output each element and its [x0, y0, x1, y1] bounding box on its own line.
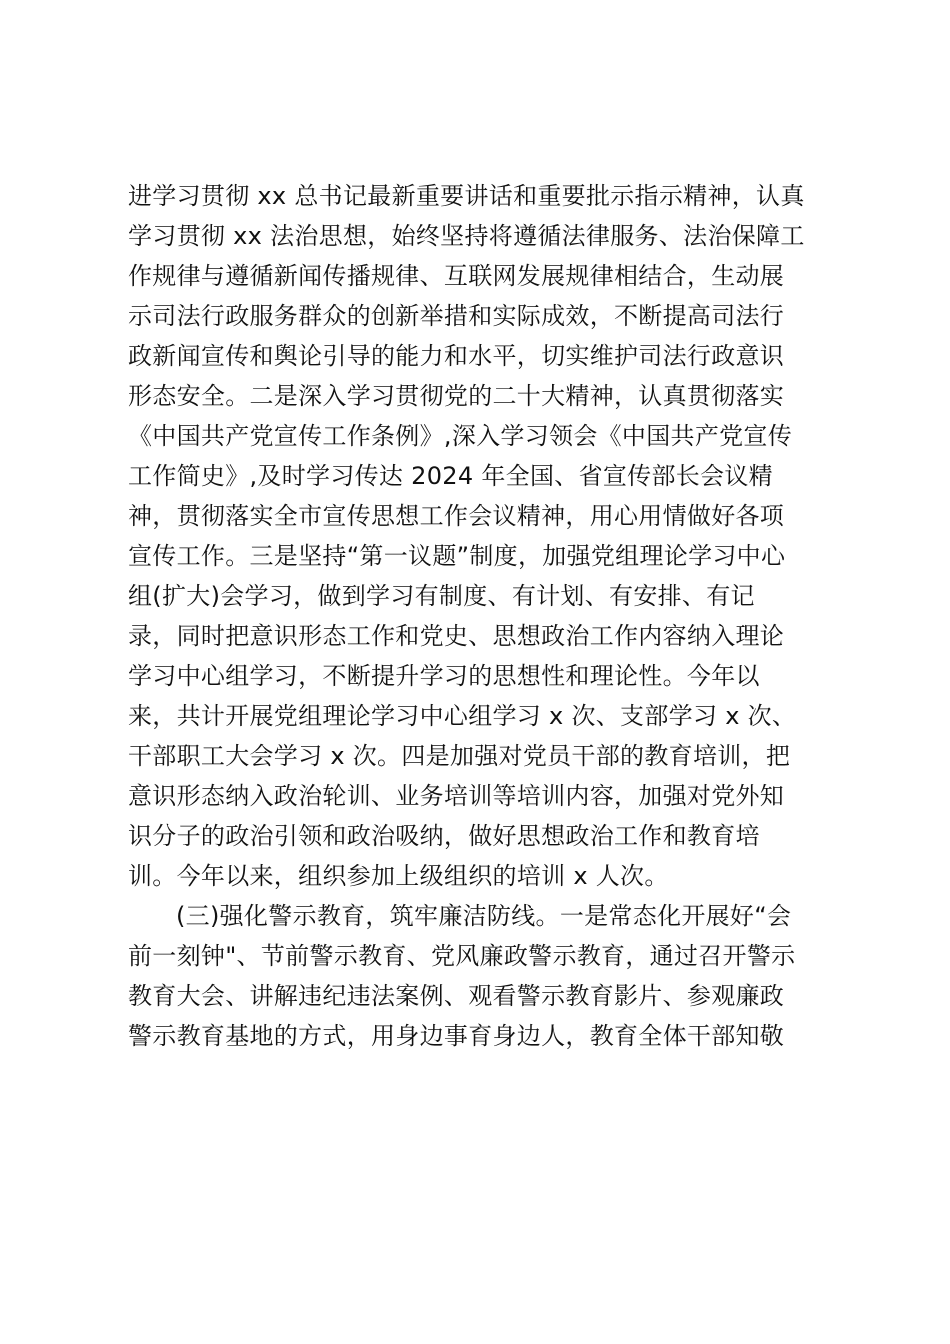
text-line: 意识形态纳入政治轮训、业务培训等培训内容，加强对党外知: [128, 782, 785, 810]
text-line: 政新闻宣传和舆论引导的能力和水平，切实维护司法行政意识: [128, 342, 785, 370]
text-line: 学习贯彻 xx 法治思想，始终坚持将遵循法律服务、法治保障工: [128, 222, 805, 250]
text-line: 训。今年以来，组织参加上级组织的培训 x 人次。: [128, 862, 669, 890]
text-line: 工作简史》,及时学习传达 2024 年全国、省宣传部长会议精: [128, 462, 773, 490]
text-line: 来，共计开展党组理论学习中心组学习 x 次、支部学习 x 次、: [128, 702, 797, 730]
text-line: 教育大会、讲解违纪违法案例、观看警示教育影片、参观廉政: [128, 982, 785, 1010]
text-line: 录，同时把意识形态工作和党史、思想政治工作内容纳入理论: [128, 622, 785, 650]
text-line: 识分子的政治引领和政治吸纳，做好思想政治工作和教育培: [128, 822, 760, 850]
text-line: 警示教育基地的方式，用身边事育身边人，教育全体干部知敬: [128, 1022, 785, 1050]
text-line: 干部职工大会学习 x 次。四是加强对党员干部的教育培训，把: [128, 742, 791, 770]
text-line: 进学习贯彻 xx 总书记最新重要讲话和重要批示指示精神，认真: [128, 182, 805, 210]
text-line: 前一刻钟"、节前警示教育、党风廉政警示教育，通过召开警示: [128, 942, 796, 970]
text-line: 学习中心组学习，不断提升学习的思想性和理论性。今年以: [128, 662, 760, 690]
text-line: 示司法行政服务群众的创新举措和实际成效，不断提高司法行: [128, 302, 785, 330]
text-line: 作规律与遵循新闻传播规律、互联网发展规律相结合，生动展: [128, 262, 785, 290]
text-line: 《中国共产党宣传工作条例》,深入学习领会《中国共产党宣传: [128, 422, 793, 450]
text-line: 组(扩大)会学习，做到学习有制度、有计划、有安排、有记: [128, 582, 755, 610]
paragraph-heading-line: (三)强化警示教育，筑牢廉洁防线。一是常态化开展好“会: [176, 902, 792, 930]
text-line: 形态安全。二是深入学习贯彻党的二十大精神，认真贯彻落实: [128, 382, 785, 410]
text-line: 宣传工作。三是坚持“第一议题”制度，加强党组理论学习中心: [128, 542, 786, 570]
text-line: 神，贯彻落实全市宣传思想工作会议精神，用心用情做好各项: [128, 502, 785, 530]
body-text: [128, 176, 828, 1056]
